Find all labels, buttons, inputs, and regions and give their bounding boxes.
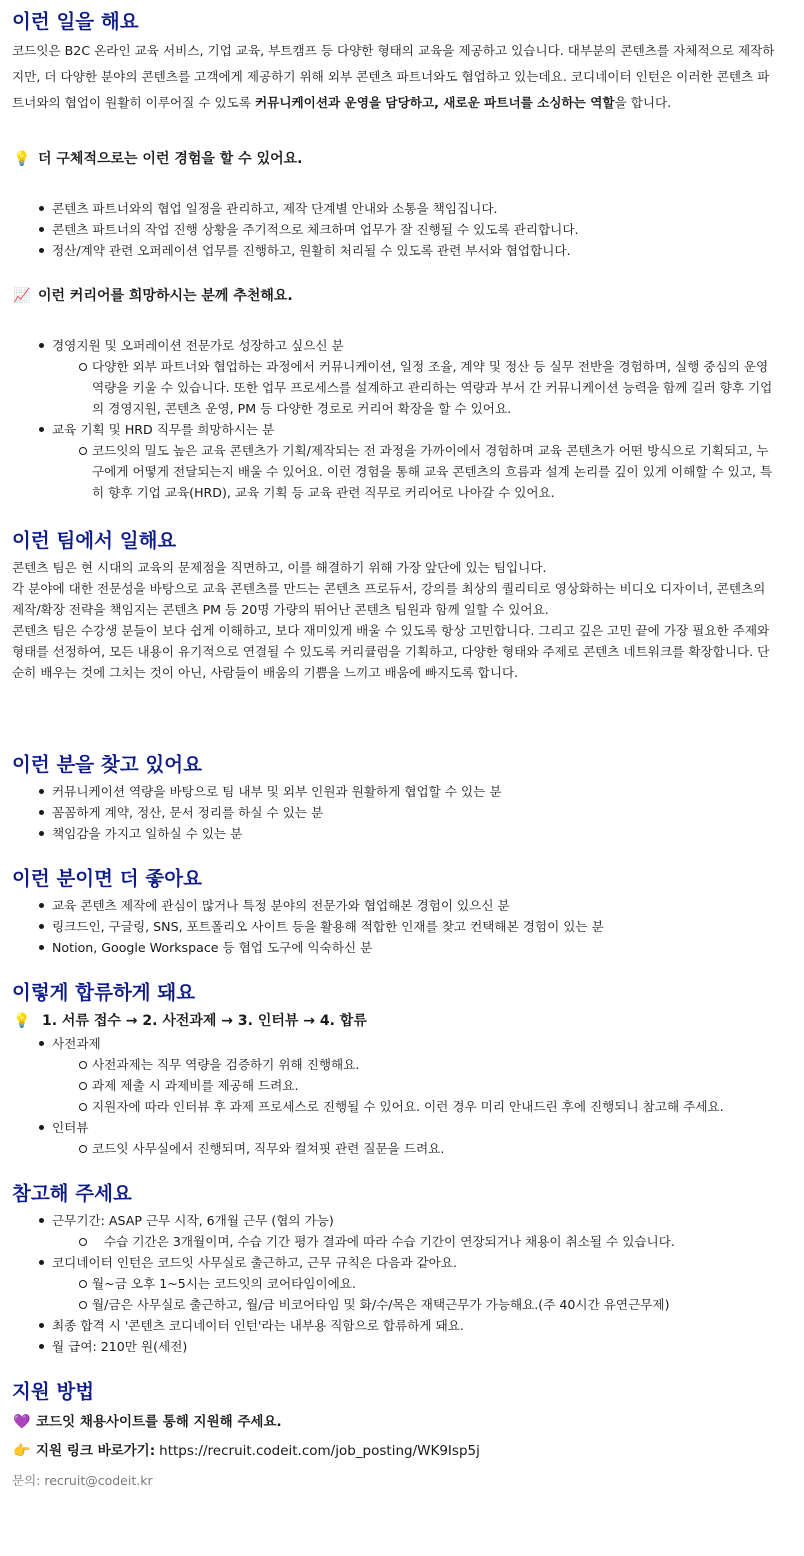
list-item: 꼼꼼하게 계약, 정산, 문서 정리를 하실 수 있는 분	[52, 802, 780, 823]
section-title-what-you-do: 이런 일을 해요	[12, 10, 139, 33]
list-item: 정산/계약 관련 오퍼레이션 업무를 진행하고, 원활히 처리될 수 있도록 관련 부서와 협업합니다.	[52, 240, 780, 261]
step-sublist	[52, 1054, 780, 1117]
list-item: 월~금 오후 1~5시는 코드잇의 코어타임이에요.	[92, 1273, 780, 1294]
section-title-team: 이런 팀에서 일해요	[12, 529, 177, 552]
career-heading-text: 이런 커리어를 희망하시는 분께 추천해요.	[38, 288, 293, 304]
list-item: 지원자에 따라 인터뷰 후 과제 프로세스로 진행될 수 있어요. 이런 경우 미리 안내드린 후에 진행되니 참고해 주세요.	[92, 1096, 780, 1117]
notes-list	[12, 1210, 780, 1357]
list-item	[52, 1210, 780, 1252]
section-title-apply: 지원 방법	[12, 1380, 95, 1403]
contact-label: 문의:	[12, 1473, 41, 1488]
step-label: 사전과제	[52, 1036, 101, 1051]
list-item: 월/금은 사무실로 출근하고, 월/금 비코어타임 및 화/수/목은 재택근무가 가능해요.(주 40시간 유연근무제)	[92, 1294, 780, 1315]
team-paragraph: 콘텐츠 팀은 현 시대의 교육의 문제점을 직면하고, 이를 해결하기 위해 가장 앞단에 있는 팀입니다.	[12, 560, 547, 575]
section-notes	[12, 1180, 780, 1357]
list-item	[52, 1117, 780, 1159]
step-sublist	[52, 1138, 780, 1159]
section-what-you-do	[12, 8, 780, 503]
purple-heart-icon: 💜	[13, 1414, 31, 1430]
preferred-list	[12, 895, 780, 958]
apply-text: 코드잇 채용사이트를 통해 지원해 주세요.	[36, 1414, 282, 1430]
list-item: 링크드인, 구글링, SNS, 포트폴리오 사이트 등을 활용해 적합한 인재를 찾고 컨택해본 경험이 있는 분	[52, 916, 780, 937]
section-apply	[12, 1378, 780, 1491]
apply-link[interactable]: https://recruit.codeit.com/job_posting/WK9Isp5j	[159, 1443, 480, 1459]
career-sublist	[52, 356, 780, 419]
contact-line	[12, 1470, 780, 1491]
list-item	[52, 419, 780, 503]
process-steps	[12, 1009, 780, 1033]
career-label: 경영지원 및 오퍼레이션 전문가로 성장하고 싶으신 분	[52, 338, 344, 353]
section-looking-for	[12, 751, 780, 844]
contact-email-link[interactable]: recruit@codeit.kr	[44, 1473, 153, 1488]
experience-heading-text: 더 구체적으로는 이런 경험을 할 수 있어요.	[38, 151, 303, 167]
list-item: Notion, Google Workspace 등 협업 도구에 익숙하신 분	[52, 937, 780, 958]
list-item	[52, 335, 780, 419]
chart-increasing-icon: 📈	[13, 288, 31, 304]
section-preferred	[12, 865, 780, 958]
list-item: 책임감을 가지고 일하실 수 있는 분	[52, 823, 780, 844]
lightbulb-icon: 💡	[13, 1013, 31, 1029]
list-item: 코드잇 사무실에서 진행되며, 직무와 컬쳐핏 관련 질문을 드려요.	[92, 1138, 780, 1159]
list-item: 수습 기간은 3개월이며, 수습 기간 평가 결과에 따라 수습 기간이 연장되거나 채용이 취소될 수 있습니다.	[92, 1231, 780, 1252]
process-list	[12, 1033, 780, 1159]
note-sublist	[52, 1231, 780, 1252]
list-item	[52, 1252, 780, 1315]
experience-list	[12, 198, 780, 261]
pointing-hand-icon: 👉	[13, 1443, 31, 1459]
list-item: 월 급여: 210만 원(세전)	[52, 1336, 780, 1357]
career-sublist	[52, 440, 780, 503]
apply-link-label: 지원 링크 바로가기:	[36, 1443, 156, 1459]
section-process	[12, 979, 780, 1159]
list-item: 코드잇의 밀도 높은 교육 콘텐츠가 기획/제작되는 전 과정을 가까이에서 경험하며 교육 콘텐츠가 어떤 방식으로 기획되고, 누구에게 어떻게 전달되는지 배울 수 있어요. 이런 경험을 통해 교육 콘텐츠의 흐름과 설계 논리를 깊이 있게 이해할 수 있고, 특히 향후 기업 교육(HRD), 교육 기획 등 교육 관련 직무로 커리어로 나아갈 수 있어요.	[92, 440, 780, 503]
section-title-preferred: 이런 분이면 더 좋아요	[12, 867, 202, 890]
note-sublist	[52, 1273, 780, 1315]
list-item: 사전과제는 직무 역량을 검증하기 위해 진행해요.	[92, 1054, 780, 1075]
intro-text: 코드잇은 B2C 온라인 교육 서비스, 기업 교육, 부트캠프 등 다양한 형태의 교육을 제공하고 있습니다. 대부분의 콘텐츠를 자체적으로 제작하지만, 더 다양한 분야의 콘텐츠를 고객에게 제공하기 위해 외부 콘텐츠 파트너와도 협업하고 있는데요. 코디네이터 인턴은 이러한 콘텐츠 파트너와의 협업이 원활히 이루어질 수 있도록	[12, 43, 775, 110]
section-title-looking-for: 이런 분을 찾고 있어요	[12, 753, 202, 776]
team-paragraph: 콘텐츠 팀은 수강생 분들이 보다 쉽게 이해하고, 보다 재미있게 배울 수 있도록 항상 고민합니다. 그리고 깊은 고민 끝에 가장 필요한 주제와 형태를 선정하여, 모든 내용이 유기적으로 연결될 수 있도록 커리큘럼을 기획하고, 다양한 형태와 주제로 콘텐츠 네트워크를 확장합니다. 단순히 배우는 것에 그치는 것이 아닌, 사람들이 배움의 기쁨을 느끼고 배움에 빠지도록 합니다.	[12, 623, 770, 680]
requirements-list	[12, 781, 780, 844]
section-title-notes: 참고해 주세요	[12, 1182, 132, 1205]
list-item: 과제 제출 시 과제비를 제공해 드려요.	[92, 1075, 780, 1096]
team-paragraph: 각 분야에 대한 전문성을 바탕으로 교육 콘텐츠를 만드는 콘텐츠 프로듀서, 강의를 최상의 퀄리티로 영상화하는 비디오 디자이너, 콘텐츠의 제작/확장 전략을 책임지는 콘텐츠 PM 등 20명 가량의 뛰어난 콘텐츠 팀원과 함께 일할 수 있어요.	[12, 581, 766, 617]
section-title-process: 이렇게 합류하게 돼요	[12, 981, 196, 1004]
career-label: 교육 기획 및 HRD 직무를 희망하시는 분	[52, 422, 275, 437]
note-text: 근무기간: ASAP 근무 시작, 6개월 근무 (협의 가능)	[52, 1213, 334, 1228]
lightbulb-icon: 💡	[13, 151, 31, 167]
list-item: 콘텐츠 파트너와의 협업 일정을 관리하고, 제작 단계별 안내와 소통을 책임집니다.	[52, 198, 780, 219]
list-item	[52, 1033, 780, 1117]
intro-text-end: 을 합니다.	[614, 95, 672, 110]
list-item: 최종 합격 시 '콘텐츠 코디네이터 인턴'라는 내부용 직함으로 합류하게 돼요.	[52, 1315, 780, 1336]
intro-paragraph	[12, 38, 780, 116]
process-text: 1. 서류 접수 → 2. 사전과제 → 3. 인터뷰 → 4. 합류	[42, 1013, 367, 1029]
apply-instruction	[12, 1412, 780, 1433]
list-item: 커뮤니케이션 역량을 바탕으로 팀 내부 및 외부 인원과 원활하게 협업할 수 있는 분	[52, 781, 780, 802]
list-item: 콘텐츠 파트너의 작업 진행 상황을 주기적으로 체크하며 업무가 잘 진행될 수 있도록 관리합니다.	[52, 219, 780, 240]
career-heading	[12, 284, 780, 308]
list-item: 다양한 외부 파트너와 협업하는 과정에서 커뮤니케이션, 일정 조율, 계약 및 정산 등 실무 전반을 경험하며, 실행 중심의 운영 역량을 키울 수 있습니다. 또한 업무 프로세스를 설계하고 관리하는 역량과 부서 간 커뮤니케이션 능력을 함께 길러 향후 기업의 경영지원, 콘텐츠 운영, PM 등 다양한 경로로 커리어 확장을 할 수 있어요.	[92, 356, 780, 419]
intro-bold-text: 커뮤니케이션과 운영을 담당하고, 새로운 파트너를 소싱하는 역할	[255, 95, 615, 110]
note-text: 코디네이터 인턴은 코드잇 사무실로 출근하고, 근무 규칙은 다음과 같아요.	[52, 1255, 457, 1270]
career-list	[12, 335, 780, 503]
step-label: 인터뷰	[52, 1120, 89, 1135]
section-team	[12, 527, 780, 683]
list-item: 교육 콘텐츠 제작에 관심이 많거나 특정 분야의 전문가와 협업해본 경험이 있으신 분	[52, 895, 780, 916]
apply-link-line	[12, 1441, 780, 1462]
experience-heading	[12, 147, 780, 171]
